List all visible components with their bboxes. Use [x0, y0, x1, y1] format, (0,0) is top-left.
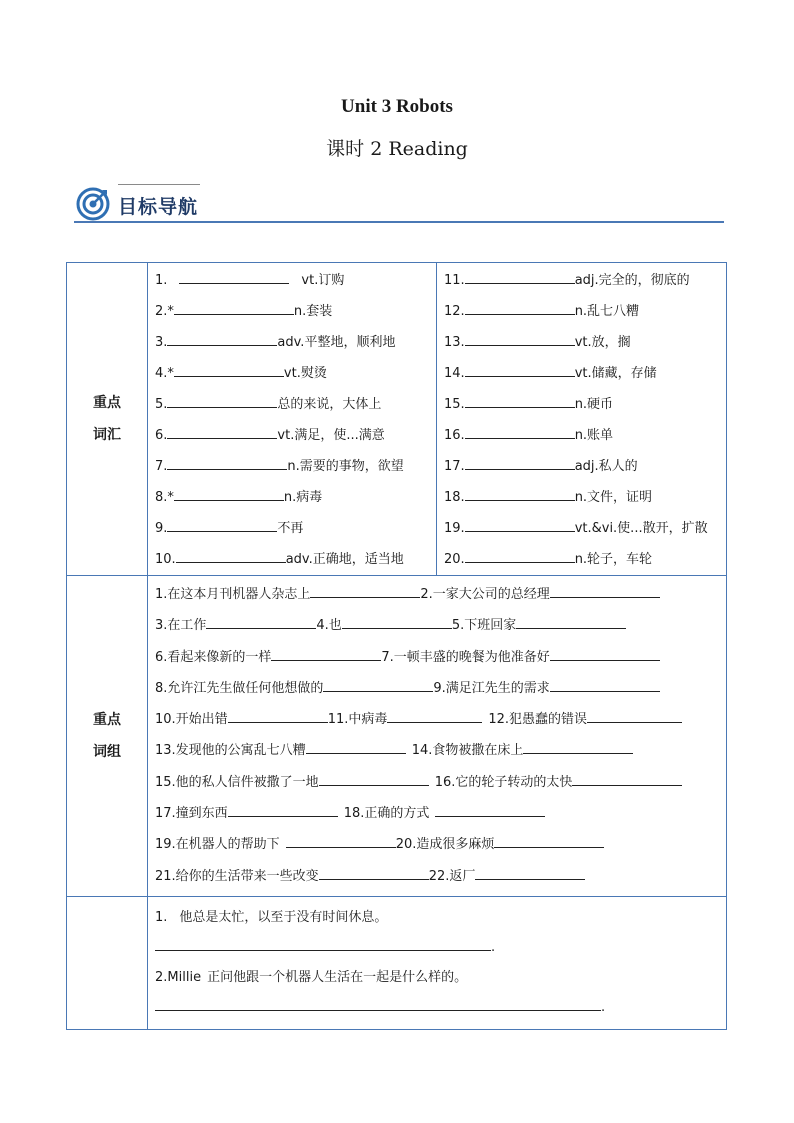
- answer-blank[interactable]: [319, 773, 429, 786]
- vocab-cell: [148, 263, 727, 576]
- phrases-row: [67, 576, 727, 897]
- answer-blank[interactable]: [174, 488, 284, 501]
- page-title: Unit 3 Robots: [341, 96, 453, 117]
- vocab-item: 16. n.账单: [444, 428, 614, 443]
- answer-blank[interactable]: [271, 648, 381, 661]
- phrase-line: 1.在这本月刊机器人杂志上 2.一家大公司的总经理: [155, 579, 726, 610]
- vocab-item: 2.* n.套装: [155, 304, 333, 319]
- answer-blank[interactable]: [550, 648, 660, 661]
- header-top-line: [118, 184, 200, 185]
- phrases-cell: [148, 576, 727, 897]
- answer-blank[interactable]: [465, 457, 575, 470]
- answer-blank[interactable]: [155, 998, 601, 1011]
- vocab-item: 10. adv.正确地，适当地: [155, 552, 404, 567]
- vocab-item: 18. n.文件，证明: [444, 490, 653, 505]
- answer-blank[interactable]: [174, 364, 284, 377]
- answer-blank[interactable]: [550, 585, 660, 598]
- answer-blank[interactable]: [167, 457, 287, 470]
- translation-item: 2.Millie 正问他跟一个机器人生活在一起是什么样的。: [155, 969, 468, 985]
- answer-blank[interactable]: [465, 550, 575, 563]
- phrase-line: 8.允许江先生做任何他想做的 9.满足江先生的需求: [155, 673, 726, 704]
- vocab-category: 重点 词汇: [67, 263, 148, 576]
- answer-blank[interactable]: [323, 679, 433, 692]
- vocab-item: 13. vt.放，搁: [444, 335, 631, 350]
- answer-blank[interactable]: [465, 395, 575, 408]
- vocab-item: 14. vt.储藏，存储: [444, 366, 657, 381]
- answer-blank[interactable]: [167, 519, 277, 532]
- vocab-right-column: [437, 263, 726, 575]
- answer-blank[interactable]: [179, 271, 289, 284]
- translation-row: [67, 896, 727, 1029]
- answer-blank[interactable]: [342, 616, 452, 629]
- phrase-line: 3.在工作 4.也 5.下班回家: [155, 610, 726, 641]
- answer-blank[interactable]: [387, 710, 482, 723]
- answer-blank[interactable]: [206, 616, 316, 629]
- answer-blank[interactable]: [306, 741, 406, 754]
- answer-blank[interactable]: [174, 302, 294, 315]
- phrase-line: 19.在机器人的帮助下 20.造成很多麻烦: [155, 829, 726, 860]
- vocab-item: 12. n.乱七八糟: [444, 304, 640, 319]
- answer-blank[interactable]: [167, 426, 277, 439]
- answer-blank[interactable]: [228, 710, 328, 723]
- section-header: [74, 182, 724, 224]
- vocab-item: 8.* n.病毒: [155, 490, 323, 505]
- answer-blank[interactable]: [176, 550, 286, 563]
- section-title: 目标导航: [118, 196, 199, 218]
- answer-blank[interactable]: [319, 867, 429, 880]
- page-subtitle: 课时 2 Reading: [326, 138, 468, 160]
- answer-blank[interactable]: [475, 867, 585, 880]
- vocab-item: 3. adv.平整地，顺利地: [155, 335, 396, 350]
- phrase-line: 21.给你的生活带来一些改变 22.返厂: [155, 861, 726, 892]
- answer-blank[interactable]: [572, 773, 682, 786]
- vocab-item: 6. vt.满足，使...满意: [155, 428, 385, 443]
- target-icon: [76, 187, 110, 221]
- answer-blank[interactable]: [228, 804, 338, 817]
- phrase-line: 10.开始出错 11.中病毒 12.犯愚蠢的错误: [155, 704, 726, 735]
- answer-blank[interactable]: [550, 679, 660, 692]
- translation-category: [67, 896, 148, 1029]
- worksheet-table: [66, 262, 727, 1030]
- answer-blank[interactable]: [155, 938, 491, 951]
- translation-item: 1. 他总是太忙，以至于没有时间休息。: [155, 909, 388, 925]
- answer-blank[interactable]: [435, 804, 545, 817]
- vocab-row: [67, 263, 727, 576]
- vocab-item: 5. 总的来说，大体上: [155, 397, 382, 412]
- phrases-category: 重点 词组: [67, 576, 148, 897]
- answer-blank[interactable]: [587, 710, 682, 723]
- vocab-item: 4.* vt.熨烫: [155, 366, 327, 381]
- phrase-line: 6.看起来像新的一样 7.一顿丰盛的晚餐为他准备好: [155, 642, 726, 673]
- answer-blank[interactable]: [465, 519, 575, 532]
- vocab-item: 11. adj.完全的，彻底的: [444, 273, 690, 288]
- answer-blank[interactable]: [516, 616, 626, 629]
- answer-blank[interactable]: [465, 302, 575, 315]
- vocab-item: 20. n.轮子，车轮: [444, 552, 653, 567]
- phrase-line: 15.他的私人信件被撒了一地 16.它的轮子转动的太快: [155, 767, 726, 798]
- answer-blank[interactable]: [465, 488, 575, 501]
- vocab-item: 9. 不再: [155, 521, 304, 536]
- section-rule: [74, 221, 724, 223]
- answer-blank[interactable]: [494, 835, 604, 848]
- vocab-item: 1. vt.订购: [155, 273, 345, 288]
- vocab-item: 17. adj.私人的: [444, 459, 638, 474]
- vocab-left-column: [148, 263, 437, 575]
- answer-blank[interactable]: [286, 835, 396, 848]
- translation-cell: [148, 896, 727, 1029]
- answer-blank[interactable]: [465, 426, 575, 439]
- vocab-item: 7. n.需要的事物，欲望: [155, 459, 404, 474]
- answer-blank[interactable]: [167, 333, 277, 346]
- translation-answer: .: [155, 933, 726, 963]
- answer-blank[interactable]: [465, 271, 575, 284]
- translation-answer: .: [155, 993, 726, 1023]
- phrase-line: 17.撞到东西 18.正确的方式: [155, 798, 726, 829]
- vocab-item: 19. vt.&vi.使...散开，扩散: [444, 521, 708, 536]
- answer-blank[interactable]: [465, 333, 575, 346]
- answer-blank[interactable]: [523, 741, 633, 754]
- phrase-line: 13.发现他的公寓乱七八糟 14.食物被撒在床上: [155, 735, 726, 766]
- answer-blank[interactable]: [465, 364, 575, 377]
- vocab-item: 15. n.硬币: [444, 397, 614, 412]
- answer-blank[interactable]: [310, 585, 420, 598]
- answer-blank[interactable]: [167, 395, 277, 408]
